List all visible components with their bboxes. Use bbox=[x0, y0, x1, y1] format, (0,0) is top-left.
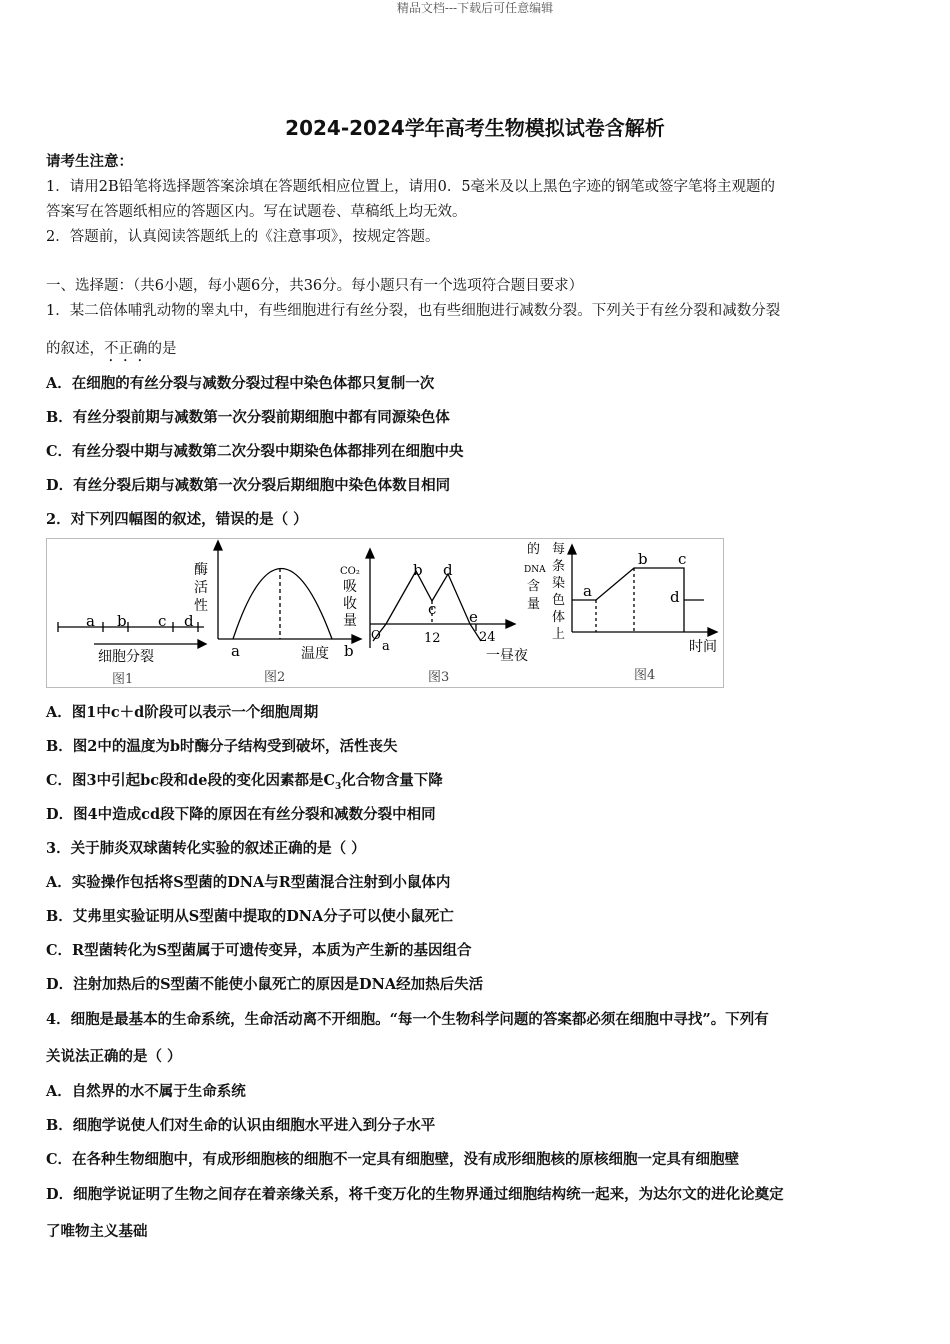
fig3-label-a: a bbox=[382, 639, 390, 654]
fig1-label-a: a bbox=[86, 612, 95, 630]
fig2-label-a: a bbox=[231, 642, 240, 660]
fig1-label-d: d bbox=[184, 612, 194, 630]
fig3-ylabel-3: 量 bbox=[343, 613, 357, 629]
fig3-caption: 图3 bbox=[428, 670, 450, 685]
q3-option-c: C．R型菌转化为S型菌属于可遗传变异，本质为产生新的基因组合 bbox=[46, 942, 472, 959]
fig4-label-c: c bbox=[678, 550, 687, 568]
q4-option-b: B．细胞学说使人们对生命的认识由细胞水平进入到分子水平 bbox=[46, 1117, 436, 1134]
q3-option-d: D．注射加热后的S型菌不能使小鼠死亡的原因是DNA经加热后失活 bbox=[46, 976, 484, 993]
q1-stem-2 bbox=[46, 339, 177, 365]
fig3-ylabel-top: CO₂ bbox=[340, 566, 360, 577]
fig4-ylabel-right-6: 上 bbox=[552, 627, 566, 642]
fig2-ylabel-3: 性 bbox=[194, 598, 208, 614]
fig1-caption: 图1 bbox=[112, 672, 134, 687]
q1-option-c: C．有丝分裂中期与减数第二次分裂中期染色体都排列在细胞中央 bbox=[46, 443, 464, 460]
q4-stem-2: 关说法正确的是（ ） bbox=[46, 1048, 182, 1065]
fig3-label-e: e bbox=[469, 608, 478, 626]
fig4-ylabel-left-3: 含 bbox=[527, 579, 541, 594]
q2-stem: 2．对下列四幅图的叙述，错误的是（ ） bbox=[46, 511, 308, 528]
fig4-label-d: d bbox=[670, 588, 680, 606]
fig3-label-b: b bbox=[413, 561, 423, 579]
fig4-ylabel-right-5: 体 bbox=[552, 610, 566, 625]
notice-line-1: 1．请用2B铅笔将选择题答案涂填在答题纸相应位置上，请用0．5毫米及以上黑色字迹的钢笔或签字笔将主观题的 bbox=[46, 179, 776, 195]
fig2-xlabel: 温度 bbox=[301, 646, 329, 662]
notice-line-2: 答案写在答题纸相应的答题区内。写在试题卷、草稿纸上均无效。 bbox=[46, 204, 467, 220]
fig1-label-b: b bbox=[117, 612, 127, 630]
fig3-origin: O bbox=[371, 628, 381, 642]
q4-stem-1: 4．细胞是最基本的生命系统，生命活动离不开细胞。“每一个生物科学问题的答案都必须在细胞中寻找”。下列有 bbox=[46, 1011, 769, 1028]
q2-option-c-post: 化合物含量下降 bbox=[341, 772, 443, 789]
q4-option-a: A．自然界的水不属于生命系统 bbox=[46, 1083, 246, 1100]
fig3-ylabel-2: 收 bbox=[343, 596, 357, 612]
fig4-label-b: b bbox=[638, 550, 648, 568]
q2-option-a: A．图1中c＋d阶段可以表示一个细胞周期 bbox=[46, 704, 319, 721]
fig4-caption: 图4 bbox=[634, 668, 656, 683]
fig4-ylabel-left-2: DNA bbox=[524, 565, 546, 575]
q2-option-c bbox=[46, 771, 443, 797]
fig4-ylabel-right-2: 条 bbox=[552, 559, 566, 574]
fig3-label-c: c bbox=[428, 600, 437, 618]
notice-line-3: 2．答题前，认真阅读答题纸上的《注意事项》，按规定答题。 bbox=[46, 229, 440, 245]
fig3-xlabel: 一昼夜 bbox=[486, 648, 528, 664]
q2-figure-svg bbox=[46, 538, 724, 688]
fig3-tick-12: 12 bbox=[424, 631, 441, 646]
fig4-label-a: a bbox=[583, 582, 592, 600]
q2-option-b: B．图2中的温度为b时酶分子结构受到破坏，活性丧失 bbox=[46, 738, 398, 755]
q1-emphasis: 不正确 bbox=[104, 341, 148, 357]
fig2-label-b: b bbox=[344, 642, 354, 660]
q2-option-c-sub: 3 bbox=[335, 781, 342, 792]
fig2-ylabel-2: 活 bbox=[194, 580, 208, 596]
fig2-caption: 图2 bbox=[264, 670, 286, 685]
q3-stem: 3．关于肺炎双球菌转化实验的叙述正确的是（ ） bbox=[46, 840, 366, 857]
fig1-arrow-label: 细胞分裂 bbox=[98, 649, 154, 665]
notice-heading: 请考生注意： bbox=[46, 153, 133, 170]
fig4-ylabel-right-1: 每 bbox=[552, 542, 566, 557]
figure-2 bbox=[214, 541, 361, 643]
page-title: 2024-2024学年高考生物模拟试卷含解析 bbox=[285, 116, 665, 140]
q3-option-a: A．实验操作包括将S型菌的DNA与R型菌混合注射到小鼠体内 bbox=[46, 874, 451, 891]
fig4-ylabel-left-1: 的 bbox=[527, 542, 541, 557]
section-heading: 一、选择题：（共6小题，每小题6分，共36分。每小题只有一个选项符合题目要求） bbox=[46, 278, 584, 294]
fig1-label-c: c bbox=[158, 612, 167, 630]
q1-stem-2-post: 的是 bbox=[147, 341, 177, 357]
fig3-ylabel-1: 吸 bbox=[343, 579, 357, 595]
watermark: 精品文档---下载后可任意编辑 bbox=[396, 1, 554, 15]
fig4-ylabel-left-4: 量 bbox=[527, 597, 541, 612]
q1-option-d: D．有丝分裂后期与减数第一次分裂后期细胞中染色体数目相同 bbox=[46, 477, 451, 494]
fig4-ylabel-right-3: 染 bbox=[552, 576, 566, 591]
q2-option-d: D．图4中造成cd段下降的原因在有丝分裂和减数分裂中相同 bbox=[46, 806, 436, 823]
q4-option-c: C．在各种生物细胞中，有成形细胞核的细胞不一定具有细胞壁，没有成形细胞核的原核细胞一定具有细胞壁 bbox=[46, 1151, 740, 1168]
fig4-ylabel-right-4: 色 bbox=[552, 593, 566, 608]
fig4-xlabel: 时间 bbox=[689, 639, 717, 655]
fig2-ylabel-1: 酶 bbox=[194, 562, 208, 578]
fig3-label-d: d bbox=[443, 561, 453, 579]
q2-figures bbox=[46, 538, 724, 688]
q1-option-a: A．在细胞的有丝分裂与减数分裂过程中染色体都只复制一次 bbox=[46, 375, 435, 392]
q4-option-d-1: D．细胞学说证明了生物之间存在着亲缘关系，将千变万化的生物界通过细胞结构统一起来，为达尔文的进化论奠定 bbox=[46, 1186, 784, 1203]
q3-option-b: B．艾弗里实验证明从S型菌中提取的DNA分子可以使小鼠死亡 bbox=[46, 908, 454, 925]
q2-option-c-pre: C．图3中引起bc段和de段的变化因素都是C bbox=[46, 772, 336, 789]
fig3-tick-24: 24 bbox=[479, 630, 496, 645]
q1-stem-1: 1．某二倍体哺乳动物的睾丸中，有些细胞进行有丝分裂，也有些细胞进行减数分裂。下列关于有丝分裂和减数分裂 bbox=[46, 303, 781, 319]
q4-option-d-2: 了唯物主义基础 bbox=[46, 1223, 148, 1240]
q1-stem-2-pre: 的叙述， bbox=[46, 341, 104, 357]
q1-option-b: B．有丝分裂前期与减数第一次分裂前期细胞中都有同源染色体 bbox=[46, 409, 450, 426]
